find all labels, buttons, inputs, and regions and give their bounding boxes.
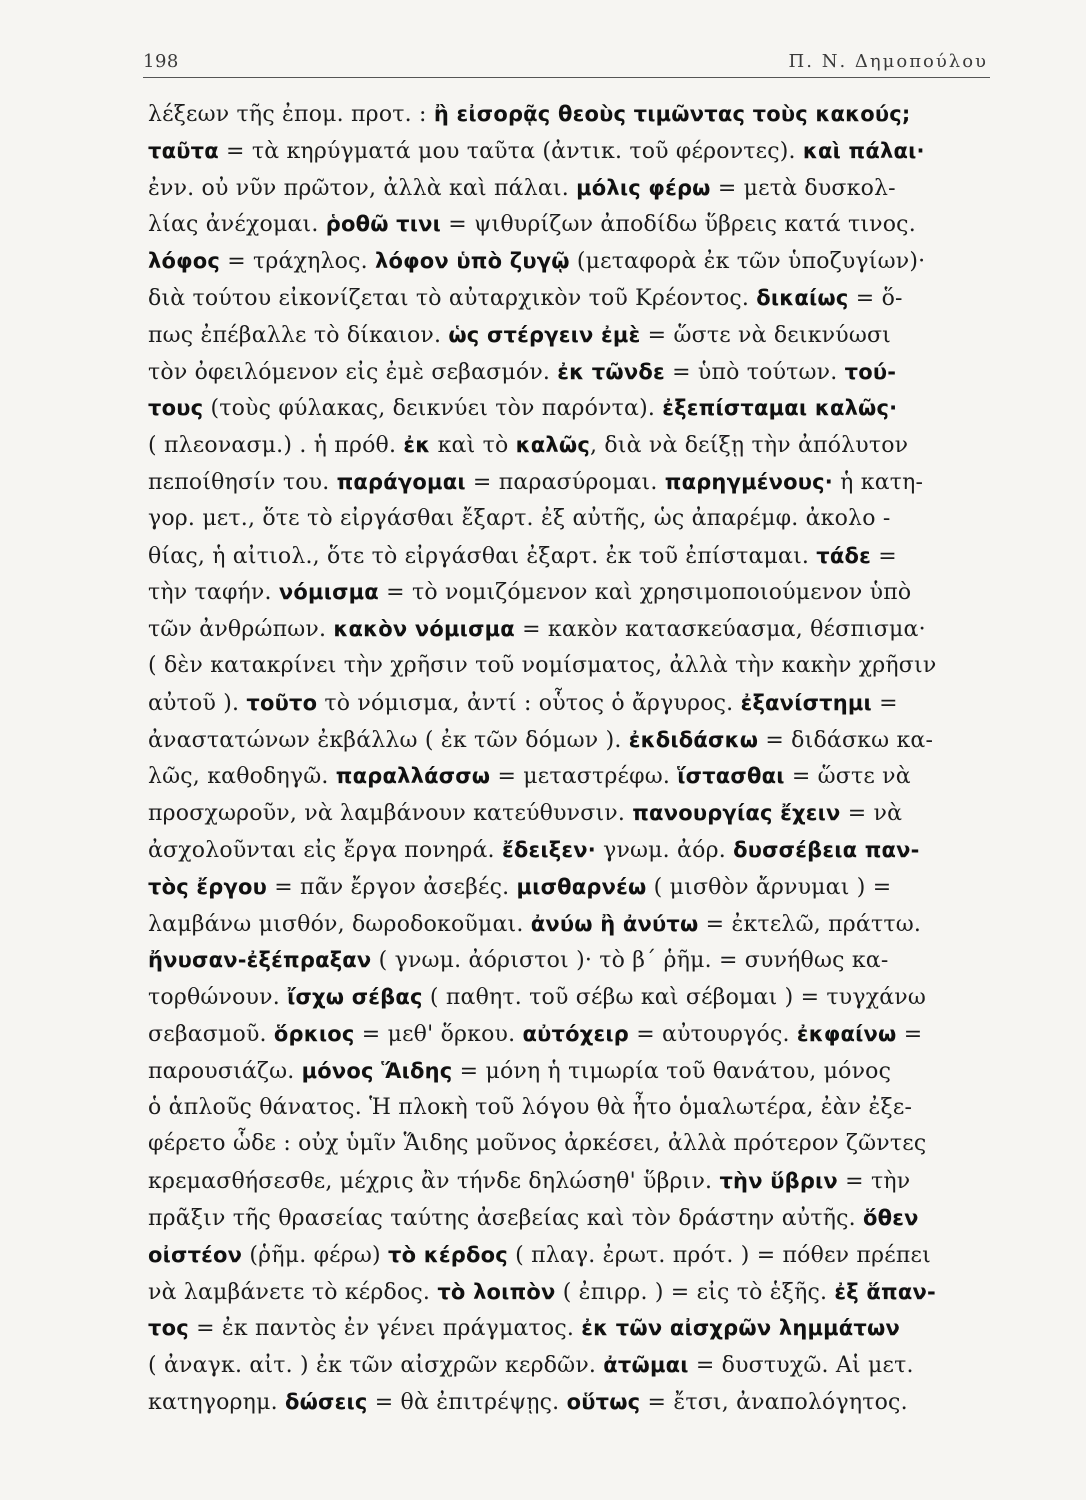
lemma-term: τού- (844, 359, 897, 384)
gloss-text: = μεταστρέφω. (490, 764, 678, 790)
lemma-term: παράγομαι (336, 469, 466, 494)
lemma-term: ῥοθῶ τινι (325, 212, 442, 237)
text-line (148, 1310, 978, 1347)
gloss-text: = θὰ ἐπιτρέψῃς. (367, 1389, 567, 1415)
gloss-text: = δυστυχῶ. Αἱ μετ. (688, 1353, 914, 1379)
lemma-term: καλῶς (515, 433, 590, 458)
text-line (148, 685, 978, 722)
lemma-term: πανουργίας ἔχειν (632, 801, 841, 826)
text-line (148, 133, 978, 170)
text-line (148, 1016, 978, 1053)
lemma-term: ἤνυσαν-ἐξέπραξαν (148, 948, 372, 973)
gloss-text: σεβασμοῦ. (148, 1021, 274, 1047)
gloss-text: γορ. μετ., ὅτε τὸ εἰργάσθαι ἔξαρτ. ἐξ αὐτῆς, ὡς ἀπαρέμφ. ἀκολο - (148, 505, 891, 531)
page-header (143, 38, 988, 72)
text-line (148, 979, 978, 1016)
gloss-text: = ὑπὸ τούτων. (664, 359, 845, 385)
text-line (148, 1274, 978, 1311)
gloss-text: παρουσιάζω. (148, 1058, 302, 1084)
lemma-term: ἐξεπίσταμαι καλῶς· (662, 396, 898, 421)
text-line (148, 1237, 978, 1274)
gloss-text: = τράχηλος. (220, 249, 376, 275)
gloss-text: = αὐτουργός. (629, 1021, 797, 1047)
lemma-term: ὅθεν (863, 1205, 919, 1230)
gloss-text: νὰ λαμβάνετε τὸ κέρδος. (148, 1279, 438, 1305)
gloss-text: , διὰ νὰ δείξῃ τὴν ἀπόλυτον (589, 433, 909, 459)
text-line (148, 501, 978, 538)
gloss-text: φέρετο ὧδε : οὐχ ὑμῖν Ἅιδης μοῦνος ἀρκέσει, ἀλλὰ πρότερον ζῶντες (148, 1131, 927, 1157)
gloss-text: ( γνωμ. ἀόριστοι )· τὸ β΄ ῥῆμ. = συνήθως κα- (371, 948, 889, 974)
lemma-term: ἔδειξεν· (501, 837, 596, 862)
gloss-text: ἐνν. οὐ νῦν πρῶτον, ἀλλὰ καὶ πάλαι. (148, 175, 577, 201)
gloss-text: τορθώνουν. (148, 985, 288, 1011)
text-line (148, 942, 978, 979)
gloss-text: γνωμ. ἀόρ. (595, 837, 734, 863)
gloss-text: (μεταφορὰ ἐκ τῶν ὑποζυγίων)· (569, 249, 926, 275)
lemma-term: κακὸν νόμισμα (333, 617, 515, 642)
lemma-term: νόμισμα (278, 580, 379, 605)
lemma-term: παραλλάσσω (335, 764, 491, 789)
gloss-text: = ὥστε νὰ δεικνύωσι (640, 322, 891, 348)
gloss-text: ὁ ἁπλοῦς θάνατος. Ἡ πλοκὴ τοῦ λόγου θὰ ἦτο ὁμαλωτέρα, ἐὰν ἐξε- (148, 1094, 913, 1120)
text-line (148, 648, 978, 685)
text-line (148, 464, 978, 501)
gloss-text: = νὰ (840, 801, 903, 827)
text-line (148, 1090, 978, 1127)
gloss-text: λέξεων τῆς ἐπομ. προτ. : (148, 102, 434, 127)
gloss-text: ( παθητ. τοῦ σέβω καὶ σέβομαι ) = τυγχάνω (422, 985, 926, 1011)
lemma-term: παρηγμένους· (664, 469, 833, 494)
lemma-term: δυσσέβεια παν- (733, 837, 920, 862)
lemma-term: καὶ πάλαι· (802, 138, 925, 163)
gloss-text: = (871, 543, 897, 569)
lemma-term: ἀνύω ἢ ἀνύτω (530, 911, 699, 936)
gloss-text: κρεμασθήσεσθε, μέχρις ἂν τήνδε δηλώσηθ' ὕβριν. (148, 1169, 720, 1195)
text-line (148, 611, 978, 648)
gloss-text: ( πλαγ. ἐρωτ. πρότ. ) = πόθεν πρέπει (507, 1242, 931, 1268)
lemma-term: ταῦτα (148, 138, 219, 163)
gloss-text: = μεθ' ὅρκου. (354, 1021, 523, 1047)
gloss-text: = μόνη ἡ τιμωρία τοῦ θανάτου, μόνος (452, 1058, 892, 1084)
lemma-term: ὡς στέργειν ἐμὲ (448, 322, 641, 347)
gloss-text: = ὥστε νὰ (784, 764, 911, 790)
gloss-text: = τὰ κηρύγματά μου ταῦτα (ἀντικ. τοῦ φέροντες). (218, 138, 803, 164)
gloss-text: (ῥῆμ. φέρω) (242, 1242, 389, 1268)
gloss-text: = παρασύρομαι. (465, 469, 665, 495)
lemma-term: ἐκδιδάσκω (628, 727, 759, 752)
gloss-text: πεποίθησίν του. (148, 469, 337, 495)
text-line (148, 390, 978, 427)
gloss-text: = κακὸν κατασκεύασμα, θέσπισμα· (514, 617, 926, 643)
gloss-text: τὸ νόμισμα, ἀντί : οὗτος ὁ ἄργυρος. (317, 690, 741, 716)
text-line (148, 906, 978, 943)
gloss-text: διὰ τούτου εἰκονίζεται τὸ αὐταρχικὸν τοῦ Κρέοντος. (148, 285, 757, 311)
lemma-term: τάδε (816, 543, 872, 568)
text-line (148, 243, 978, 280)
text-line (148, 1053, 978, 1090)
gloss-text: = τὸ νομιζόμενον καὶ χρησιμοποιούμενον ὑπὸ (378, 580, 912, 606)
lemma-term: ἐξ ἅπαν- (834, 1279, 936, 1304)
gloss-text: = ὅ- (848, 285, 903, 311)
gloss-text: = (871, 690, 898, 716)
lemma-term: τὴν ὕβριν (719, 1169, 838, 1194)
gloss-text: ἡ κατη- (832, 469, 924, 495)
gloss-text: ( ἐπιρρ. ) = εἰς τὸ ἑξῆς. (555, 1279, 835, 1305)
gloss-text: λίας ἀνέχομαι. (148, 212, 326, 238)
gloss-text: λαμβάνω μισθόν, δωροδοκοῦμαι. (148, 911, 531, 937)
lemma-term: τους (148, 396, 204, 421)
lemma-term: τοῦτο (246, 690, 318, 715)
text-line (148, 1347, 978, 1384)
gloss-text: = ἐκτελῶ, πράττω. (698, 911, 922, 937)
text-line (148, 1163, 978, 1200)
text-line (148, 795, 978, 832)
text-line (148, 758, 978, 795)
lemma-term: ἐκφαίνω (796, 1021, 897, 1046)
gloss-text: τῶν ἀνθρώπων. (148, 617, 334, 643)
gloss-text: ( πλεονασμ.) . ἡ πρόθ. (148, 433, 404, 459)
gloss-text: ἀσχολοῦνται εἰς ἔργα πονηρά. (148, 837, 502, 863)
gloss-text: θίας, ἡ αἰτιολ., ὅτε τὸ εἰργάσθαι ἐξαρτ. ἐκ τοῦ ἐπίσταμαι. (148, 543, 817, 569)
lemma-term: ἐκ τῶν αἰσχρῶν λημμάτων (581, 1316, 900, 1341)
lemma-term: τος (148, 1316, 189, 1341)
gloss-text: ἀναστατώνων ἐκβάλλω ( ἐκ τῶν δόμων ). (148, 727, 629, 753)
lemma-term: λόφος (148, 249, 221, 274)
gloss-text: = ψιθυρίζων ἀποδίδω ὕβρεις κατά τινος. (441, 212, 916, 238)
text-line (148, 280, 978, 317)
gloss-text: ( ἀναγκ. αἰτ. ) ἐκ τῶν αἰσχρῶν κερδῶν. (148, 1353, 604, 1379)
lemma-term: ἐκ (403, 433, 431, 458)
text-line (148, 1200, 978, 1237)
gloss-text: αὐτοῦ ). (148, 690, 247, 716)
lemma-term: τὸ κέρδος (388, 1242, 508, 1267)
gloss-text: τὸν ὀφειλόμενον εἰς ἐμὲ σεβασμόν. (148, 359, 558, 385)
text-line (148, 206, 978, 243)
gloss-text: = ἔτσι, ἀναπολόγητος. (640, 1389, 908, 1415)
text-line (148, 538, 978, 575)
header-rule (143, 77, 990, 78)
text-line (148, 832, 978, 869)
gloss-text: λῶς, καθοδηγῶ. (148, 764, 336, 790)
lemma-term: ἴσχω σέβας (287, 985, 423, 1010)
lemma-term: μόνος Ἅιδης (301, 1058, 453, 1083)
text-line (148, 96, 978, 133)
gloss-text: ( δὲν κατακρίνει τὴν χρῆσιν τοῦ νομίσματος, ἀλλὰ τὴν κακὴν χρῆσιν (148, 652, 937, 678)
commentary-text (148, 96, 978, 1421)
lemma-term: λόφον ὑπὸ ζυγῷ (375, 249, 570, 274)
text-line (148, 574, 978, 611)
gloss-text: = ἐκ παντὸς ἐν γένει πράγματος. (188, 1316, 582, 1342)
text-line (148, 317, 978, 354)
gloss-text: = πᾶν ἔργον ἀσεβές. (267, 874, 517, 900)
lemma-term: οὕτως (566, 1389, 641, 1414)
gloss-text: κατηγορημ. (148, 1389, 285, 1415)
gloss-text: = διδάσκω κα- (758, 727, 934, 753)
lemma-term: μισθαρνέω (516, 874, 647, 899)
lemma-term: ἵστασθαι (677, 764, 785, 789)
gloss-text: τὴν ταφήν. (148, 580, 279, 606)
text-line (148, 1126, 978, 1163)
text-line (148, 354, 978, 391)
lemma-term: ἀτῶμαι (603, 1353, 689, 1378)
page-number: 198 (143, 51, 179, 72)
text-line (148, 1384, 978, 1421)
text-line (148, 869, 978, 906)
text-line (148, 722, 978, 759)
lemma-term: ὅρκιος (273, 1021, 355, 1046)
lemma-term: δώσεις (284, 1389, 368, 1414)
gloss-text: προσχωροῦν, νὰ λαμβάνουν κατεύθυνσιν. (148, 801, 633, 827)
gloss-text: (τοὺς φύλακας, δεικνύει τὸν παρόντα). (203, 396, 663, 422)
running-head-author: Π. Ν. Δημοπούλου (788, 51, 988, 72)
lemma-term: ἢ εἰσορᾷς θεοὺς τιμῶντας τοὺς κακούς; (433, 102, 911, 126)
lemma-term: αὐτόχειρ (522, 1021, 629, 1046)
gloss-text: πως ἐπέβαλλε τὸ δίκαιον. (148, 322, 449, 348)
lemma-term: δικαίως (756, 285, 849, 310)
lemma-term: τὸς ἔργου (148, 874, 268, 899)
lemma-term: ἐξανίστημι (740, 690, 872, 715)
gloss-text: = τὴν (837, 1169, 911, 1195)
gloss-text: = μετὰ δυσκολ- (710, 175, 896, 201)
lemma-term: τὸ λοιπὸν (437, 1279, 556, 1304)
lemma-term: οἰστέον (148, 1242, 243, 1267)
gloss-text: πρᾶξιν τῆς θρασείας ταύτης ἀσεβείας καὶ τὸν δράστην αὐτῆς. (148, 1205, 863, 1231)
lemma-term: μόλις φέρω (576, 175, 711, 200)
gloss-text: καὶ τὸ (430, 433, 516, 459)
text-line (148, 427, 978, 464)
text-line (148, 170, 978, 207)
lemma-term: ἐκ τῶνδε (557, 359, 665, 384)
gloss-text: = (896, 1021, 923, 1047)
gloss-text: ( μισθὸν ἄρνυμαι ) = (646, 874, 892, 900)
